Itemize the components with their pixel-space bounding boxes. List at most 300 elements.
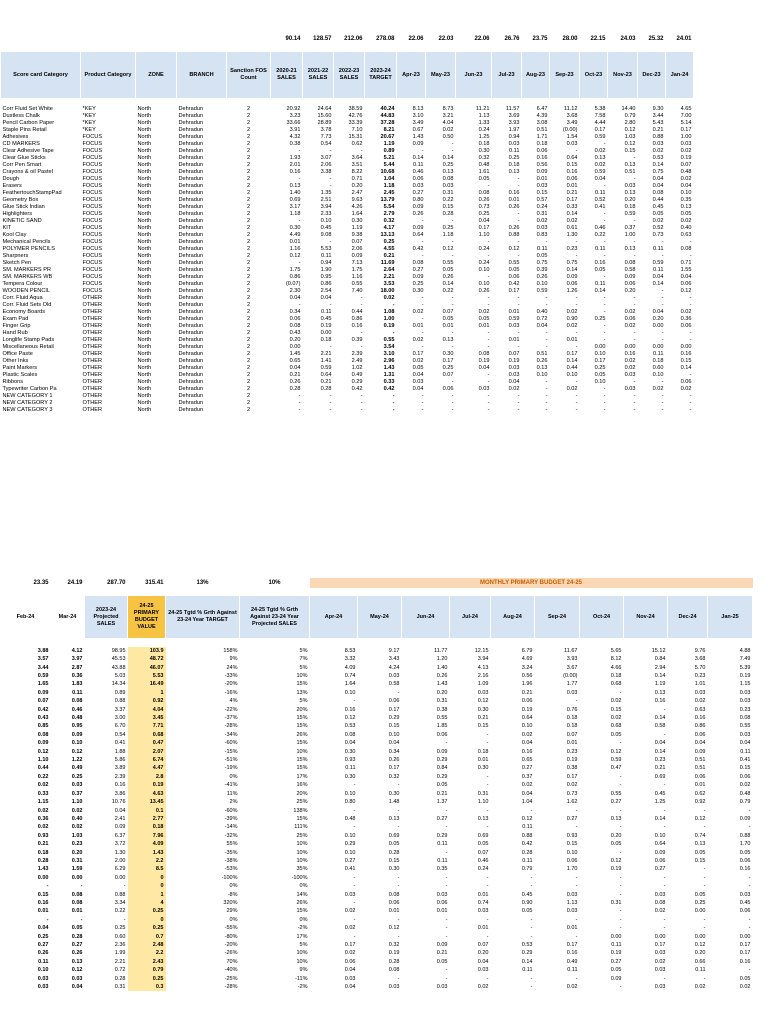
table-cell: FOCUS (82, 183, 103, 189)
table-cell: 0.03 (694, 689, 706, 696)
table-cell: Dehradun (178, 323, 204, 329)
table-cell: FOCUS (82, 211, 103, 217)
table-cell: 0.03 (344, 975, 356, 982)
table-cell: FOCUS (82, 204, 103, 210)
table-cell: 0.93 (344, 757, 356, 764)
table-cell: 0.16 (114, 782, 126, 789)
table-cell: 0.32 (478, 155, 490, 161)
table-cell: - (663, 782, 666, 789)
table-row (1, 815, 753, 823)
table-cell: 0.44 (37, 765, 49, 772)
table-cell: 0.01 (536, 176, 548, 182)
table-row (1, 941, 753, 949)
table-cell: 0.26 (289, 379, 301, 385)
table-cell: - (353, 698, 356, 705)
column-header: BRANCH (177, 52, 227, 98)
table-cell: 24% (226, 664, 238, 671)
table-cell: 11.69 (380, 260, 395, 266)
table-cell: 0.14 (680, 365, 692, 371)
table-cell: 0.04 (412, 372, 424, 378)
table-cell: 5.53 (320, 246, 332, 252)
table-cell: 0.74 (344, 673, 356, 679)
table-cell: 1.20 (436, 656, 448, 663)
table-row (1, 849, 753, 857)
spacer (1, 44, 694, 52)
table-cell: 8.53 (344, 647, 356, 654)
table-cell: 0.88 (739, 832, 751, 839)
column-header: 24-25 Tgtd % Grth Against 23-24 Year Projected SALES (240, 596, 310, 638)
table-cell: 0.11 (611, 942, 622, 948)
table-cell: 0.28 (114, 975, 126, 982)
table-cell: 15% (296, 908, 308, 915)
table-cell: 1.48 (388, 799, 400, 806)
table-cell: 0.09 (37, 740, 49, 747)
table-cell: 1.59 (71, 866, 83, 873)
table-cell: - (445, 807, 448, 814)
table-cell: - (487, 337, 490, 343)
table-cell: 0.24 (477, 866, 489, 873)
table-cell: 0.09 (654, 849, 666, 856)
table-cell: 0.00 (594, 344, 606, 350)
table-cell: 0.68 (610, 681, 622, 688)
table-cell: -16% (224, 689, 238, 696)
table-cell: 5.65 (610, 647, 622, 654)
table-cell: - (46, 916, 49, 923)
table-cell: 0.73 (478, 204, 490, 210)
table-cell: 2 (246, 379, 251, 385)
table-cell: 0.05 (477, 841, 489, 848)
table-cell: - (689, 372, 692, 378)
table-cell: 0.27 (521, 765, 533, 772)
table-cell: 0.06 (442, 386, 454, 392)
table-cell: 0.01 (566, 925, 578, 932)
table-cell: - (575, 874, 578, 881)
table-cell: - (445, 874, 448, 881)
table-cell: 46.07 (128, 664, 166, 672)
table-cell: 2 (246, 302, 251, 308)
table-cell: 0.04 (477, 958, 489, 965)
table-cell: 0.03 (37, 984, 49, 991)
table-cell: - (633, 302, 636, 308)
table-cell: - (545, 239, 548, 245)
table-cell: North (137, 148, 152, 154)
table-cell: 11.57 (505, 106, 520, 112)
table-cell: 0.15 (739, 765, 751, 772)
table-cell: 0.02 (508, 386, 520, 392)
table-cell: 0.02 (521, 782, 533, 789)
total-cell: 13% (196, 580, 209, 586)
table-cell: 0.07 (37, 698, 49, 705)
table-cell: 3.32 (344, 656, 356, 663)
table-cell: - (360, 393, 363, 399)
table-cell: - (517, 253, 520, 259)
table-cell: - (445, 883, 448, 890)
table-cell: 0.38 (566, 765, 578, 772)
spacer (1, 588, 753, 596)
table-cell: - (703, 874, 706, 881)
table-cell: Corr Pen Smart (2, 162, 42, 168)
table-cell: 0.03 (739, 731, 751, 738)
table-cell: Clear Adhesive Tape (2, 148, 54, 154)
table-cell: 28.89 (317, 120, 332, 126)
table-cell: -14% (224, 824, 238, 831)
total-cell: 22.03 (438, 36, 454, 42)
table-cell: 1.25 (654, 799, 666, 806)
table-cell: 0.20 (694, 950, 706, 957)
table-cell: 0.18 (610, 673, 622, 679)
table-cell: 0.94 (508, 134, 520, 140)
table-cell: - (445, 916, 448, 923)
table-cell: 0.00 (652, 344, 664, 350)
table-cell: 2.21 (114, 958, 126, 965)
table-cell: 0.06 (521, 698, 533, 705)
table-cell: North (137, 288, 152, 294)
table-cell: 0.79 (521, 866, 533, 873)
table-cell: - (575, 302, 578, 308)
table-cell: 0.08 (652, 190, 664, 196)
table-cell: - (353, 782, 356, 789)
table-cell: 0.62 (694, 790, 706, 797)
table-cell: 2.54 (320, 288, 332, 294)
table-cell: 0.02 (739, 782, 751, 789)
table-cell: 2 (246, 246, 251, 252)
table-row (1, 874, 753, 882)
table-cell: 35% (296, 866, 308, 873)
table-cell: 0.08 (680, 246, 692, 252)
table-cell: Erasers (2, 183, 22, 189)
table-cell: 2 (246, 176, 251, 182)
table-cell: 0.09 (436, 942, 448, 948)
table-cell: 0.06 (624, 281, 636, 287)
table-cell: 0.88 (521, 832, 533, 839)
table-cell: 0.46 (412, 169, 424, 175)
table-cell: - (487, 239, 490, 245)
table-cell: 0.73 (652, 232, 664, 238)
table-cell: 0.02 (694, 698, 706, 705)
table-cell: 1.99 (114, 950, 126, 957)
blank-cell (1, 34, 81, 44)
table-cell: 0.11 (522, 967, 533, 974)
column-header: 2022-23 SALES (334, 52, 365, 98)
table-cell: 3.45 (128, 714, 166, 722)
table-cell: 0.90 (566, 316, 578, 322)
table-cell: -11% (295, 975, 308, 982)
table-cell: 0.93 (37, 832, 49, 839)
table-cell: 15.31 (348, 134, 363, 140)
table-cell: 0.07 (351, 239, 363, 245)
table-cell: 1.15 (739, 681, 751, 688)
table-row (1, 655, 753, 663)
table-cell: 0.04 (654, 740, 666, 747)
table-cell: 0.06 (680, 379, 692, 385)
table-cell: Dehradun (178, 141, 204, 147)
table-cell: - (703, 824, 706, 831)
table-cell: 0.10 (478, 267, 490, 273)
table-row (1, 295, 694, 302)
column-header: Jul-24 (450, 596, 491, 638)
table-row (1, 148, 694, 155)
table-cell: 0.25 (71, 773, 83, 780)
table-cell: 0.06 (680, 323, 692, 329)
table-cell: - (633, 400, 636, 406)
table-cell: 10% (296, 841, 308, 848)
table-row (1, 807, 753, 815)
table-cell: 0.50 (442, 134, 454, 140)
table-cell: 0.06 (344, 958, 356, 965)
table-cell: - (517, 400, 520, 406)
table-cell: North (137, 316, 152, 322)
table-cell: 0.07 (566, 731, 578, 738)
table-cell: 7% (299, 656, 308, 663)
table-cell: 0.25 (594, 365, 606, 371)
table-cell: 0.20 (477, 950, 489, 957)
table-cell: 20% (296, 706, 308, 713)
table-cell: 3.17 (289, 204, 301, 210)
table-cell: North (137, 106, 152, 112)
table-cell: 0.02 (652, 218, 664, 224)
table-cell: 0.06 (436, 899, 448, 906)
table-cell: 0.11 (695, 967, 706, 974)
table-cell: North (137, 274, 152, 280)
table-cell: 15.12 (651, 647, 666, 654)
table-cell: - (487, 407, 490, 413)
table-cell: - (487, 344, 490, 350)
table-cell: 1.10 (37, 757, 49, 764)
table-cell: Dehradun (178, 106, 204, 112)
table-cell: POLYMER PENCILS (2, 246, 55, 252)
table-cell: FOCUS (82, 190, 103, 196)
table-cell: 0.36 (71, 673, 83, 679)
table-cell: 0.22 (594, 232, 606, 238)
table-cell: - (575, 824, 578, 831)
table-cell: 0.13 (624, 246, 636, 252)
table-cell: - (421, 344, 424, 350)
table-cell: - (603, 302, 606, 308)
table-cell: - (397, 689, 400, 696)
table-cell: 0.7 (128, 933, 166, 941)
table-cell: 0.07 (477, 942, 489, 948)
table-row (1, 966, 753, 974)
table-cell: - (397, 883, 400, 890)
table-cell: - (575, 407, 578, 413)
table-cell: 0.02 (536, 218, 548, 224)
table-cell: - (329, 183, 332, 189)
table-cell: 0.59 (652, 260, 664, 266)
table-cell: 0.09 (412, 274, 424, 280)
table-cell: *KEY (82, 113, 96, 119)
table-cell: North (137, 323, 152, 329)
table-cell: 2 (246, 253, 251, 259)
table-cell: 0.10 (320, 218, 332, 224)
table-cell: 0.47 (610, 765, 622, 772)
table-cell: 0.07 (442, 309, 454, 315)
table-cell: 0.12 (37, 748, 49, 755)
table-cell: 3.34 (114, 899, 126, 906)
table-cell: 0.04 (114, 807, 126, 814)
table-cell: 0.01 (388, 908, 400, 915)
table-cell: 0.04 (289, 295, 301, 301)
table-cell: - (619, 925, 622, 932)
table-cell: 0.40 (71, 815, 83, 822)
table-cell: FOCUS (82, 134, 103, 140)
table-cell: - (661, 400, 664, 406)
table-cell: 0.26 (37, 950, 49, 957)
table-cell: 6.29 (114, 866, 126, 873)
table-cell: 0 (128, 874, 166, 882)
table-cell: 0.21 (654, 765, 666, 772)
table-cell: 0.28 (289, 386, 301, 392)
table-cell: Dehradun (178, 393, 204, 399)
table-cell: - (360, 344, 363, 350)
table-cell: 38.59 (348, 106, 363, 112)
table-cell: 0.18 (320, 337, 332, 343)
table-cell: 0.68 (128, 731, 166, 739)
table-cell: 0.11 (321, 309, 332, 315)
table-cell: 1.70 (566, 866, 578, 873)
table-cell: 1.16 (351, 274, 363, 280)
table-cell: 2 (246, 274, 251, 280)
table-cell: 0.04 (521, 740, 533, 747)
table-cell: 6.74 (128, 756, 166, 764)
table-cell: 0.18 (128, 823, 166, 831)
table-cell: 1.61 (478, 169, 490, 175)
table-cell: - (451, 400, 454, 406)
table-cell: 0.51 (694, 765, 706, 772)
table-cell: 0.44 (566, 365, 578, 371)
table-cell: - (619, 908, 622, 915)
table-cell: 0.03 (739, 891, 751, 898)
table-cell: 1.97 (508, 127, 520, 133)
table-cell: 0.05 (436, 958, 448, 965)
table-cell: -28% (224, 723, 238, 730)
table-cell: Dehradun (178, 218, 204, 224)
table-cell: 1.10 (477, 799, 489, 806)
table-cell: - (445, 967, 448, 974)
table-cell: - (530, 975, 533, 982)
table-cell: 0.02 (739, 984, 751, 991)
table-cell: 0.54 (320, 141, 332, 147)
table-cell: 0.15 (477, 723, 489, 730)
table-cell: 0.31 (436, 698, 448, 705)
table-cell: - (663, 883, 666, 890)
budget-table-block (0, 578, 768, 991)
table-cell: 1.04 (383, 176, 395, 182)
table-row (1, 664, 753, 672)
table-cell: 0.34 (289, 309, 301, 315)
table-cell: 0.17 (566, 942, 578, 948)
table-cell: FOCUS (82, 169, 103, 175)
table-cell: 0.08 (442, 176, 454, 182)
table-cell: - (80, 916, 83, 923)
table-cell: Dehradun (178, 183, 204, 189)
table-cell: 2 (246, 358, 251, 364)
table-cell: 0.72 (536, 316, 548, 322)
table-cell: 14.34 (111, 681, 126, 688)
table-cell: 0.24 (478, 260, 490, 266)
table-cell: 0.41 (739, 757, 751, 764)
table-cell: - (329, 393, 332, 399)
table-cell: 2 (246, 113, 251, 119)
table-cell: 0.09 (351, 253, 363, 259)
table-cell: 0.04 (71, 984, 83, 991)
table-cell: 0.84 (654, 656, 666, 663)
table-cell: 12.15 (474, 647, 489, 654)
column-header: Apr-23 (397, 52, 426, 98)
sales-table (0, 34, 694, 414)
table-cell: 0.30 (388, 790, 400, 797)
table-cell: Dehradun (178, 148, 204, 154)
table-cell: 0.17 (508, 288, 520, 294)
table-cell: 0.05 (71, 925, 83, 932)
table-cell: 1.00 (383, 316, 395, 322)
table-cell: 1.19 (654, 681, 666, 688)
table-cell: 2.21 (383, 274, 395, 280)
table-cell: 2 (246, 141, 251, 147)
table-cell: 0.02 (566, 323, 578, 329)
table-cell: - (421, 302, 424, 308)
table-cell: 1.40 (289, 190, 301, 196)
table-cell: 3.10 (412, 113, 424, 119)
table-cell: 0.45 (521, 891, 533, 898)
table-cell: 0.46 (477, 857, 489, 864)
table-cell: 0.44 (351, 309, 363, 315)
table-cell: 0% (229, 916, 238, 923)
table-cell: - (748, 874, 751, 881)
table-cell: -51% (224, 757, 238, 764)
table-cell: 2.2 (128, 857, 166, 865)
total-cell: 28.00 (562, 36, 578, 42)
table-cell: North (137, 162, 152, 168)
table-cell: 0.18 (478, 141, 490, 147)
table-cell: 0.16 (694, 715, 706, 722)
table-cell: 10% (296, 748, 308, 755)
table-cell: 0.04 (652, 309, 664, 315)
table-cell: 0.23 (566, 748, 578, 755)
table-cell: 15% (296, 765, 308, 772)
table-cell: 0.59 (37, 673, 49, 679)
table-cell: 0.59 (508, 316, 520, 322)
table-cell: 1.13 (478, 113, 490, 119)
table-cell: 3.49 (412, 120, 424, 126)
table-cell: 0.52 (652, 225, 664, 231)
table-cell: - (663, 874, 666, 881)
table-cell: 0.16 (680, 351, 692, 357)
table-cell: 0.27 (610, 799, 622, 806)
table-cell: FOCUS (82, 253, 103, 259)
table-cell: 0.01 (436, 908, 448, 915)
table-cell: 0.26 (478, 288, 490, 294)
table-cell: 0.20 (652, 316, 664, 322)
table-cell: 0.06 (694, 731, 706, 738)
table-row (1, 218, 694, 225)
table-cell: OTHER (82, 372, 103, 378)
column-header: Apr-24 (310, 596, 358, 638)
table-cell: 4.65 (680, 106, 692, 112)
table-cell: 4 (128, 899, 166, 907)
table-cell: Dehradun (178, 358, 204, 364)
table-cell: 0.11 (595, 281, 606, 287)
column-header: 24-25 Tgtd % Grth Against 23-24 Year TARGET (166, 596, 240, 638)
table-cell: - (329, 302, 332, 308)
table-cell: 0.06 (739, 908, 751, 915)
table-cell: NEW CATEGORY 3 (2, 407, 53, 413)
table-cell: 4.24 (388, 664, 400, 671)
table-cell: 0.11 (567, 967, 578, 974)
table-cell: 6.37 (114, 832, 126, 839)
table-cell: 0.10 (566, 849, 578, 856)
table-cell: 7.10 (351, 127, 363, 133)
table-cell: 0.14 (654, 815, 666, 822)
